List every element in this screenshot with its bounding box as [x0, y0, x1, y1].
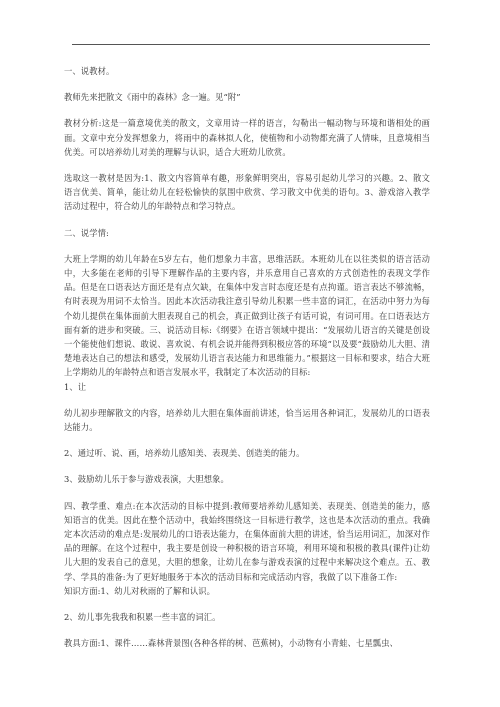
paragraph-analysis: 教材分析:这是一篇意境优美的散文，文章用诗一样的语言，勾勒出一幅动物与环境和谐相处的画面。文章中充分发挥想象力，将雨中的森林拟人化，使植物和小动物都充满了人情味，且意境相当优美。可以培养幼儿对美的理解与认识，适合大班幼儿欣赏。 — [64, 118, 430, 157]
document-body — [64, 64, 430, 663]
section-heading-learners: 二、说学情: — [64, 227, 109, 238]
paragraph-key-points: 四、教学重、难点:在本次活动的目标中提到:教师要培养幼儿感知美、表现美、创造美的能力，感知语言的优美。因此在整个活动中，我始终围绕这一目标进行教学，这也是本次活动的重点。我确定本次活动的难点是:发展幼儿的口语表达能力，在集体面前大胆的讲述，恰当运用词汇，加深对作品的理解。在这个过程中，我主要是创设一种积极的语言环境，利用环境和积极的教具(课件)让幼儿大胆的发表自己的意见，大胆的想象，让幼儿在参与游戏表演的过程中来解决这个难点。五、教学、学具的准备:为了更好地服务于本次的活动目标和完成活动内容，我做了以下准备工作: — [64, 500, 430, 582]
prep-knowledge-2: 2、幼儿事先我我和积累一些丰富的词汇。 — [64, 612, 221, 623]
prep-knowledge-1: 知识方面:1、幼儿对秋雨的了解和认识。 — [64, 585, 216, 596]
prep-teaching-aids: 教具方面:1、课件……森林背景图(各种各样的树、芭蕉树)，小动物有小青蛙、七星瓢虫、 — [64, 638, 399, 649]
header-rule — [72, 44, 430, 45]
section-heading-textbook: 一、说教材。 — [64, 66, 115, 76]
paragraph-reasons: 选取这一教材是因为:1、散文内容简单有趣，形象鲜明突出，容易引起幼儿学习的兴趣。2、散文语言优美、简单，能让幼儿在轻松愉快的氛围中欣赏、学习散文中优美的语句。3、游戏溶入教学活动过程中，符合幼儿的年龄特点和学习特点。 — [64, 173, 430, 212]
goal-1-text: 幼儿初步理解散文的内容，培养幼儿大胆在集体面前讲述，恰当运用各种词汇，发展幼儿的口语表达能力。 — [64, 407, 430, 433]
goal-1-start: 1、让 — [64, 381, 87, 392]
paragraph-learners: 大班上学期的幼儿年龄在5岁左右，他们想象力丰富，思维活跃。本班幼儿在以往类似的语言活动中，大多能在老师的引导下理解作品的主要内容，并乐意用自己喜欢的方式创造性的表现文学作品。但是在口语表达方面还是有点欠缺，在集体中发言时态度还是有点拘谨。语言表达不够流畅，有时表现为用词不太恰当。因此本次活动我注意引导幼儿积累一些丰富的词汇，在活动中努力为每个幼儿提供在集体面前大胆表现自己的机会，真正做到让孩子有话可说，有词可用。在口语表达方面有新的进步和突破。三、说活动目标:《纲要》在语言领域中提出：“发展幼儿语言的关键是创设一个能使他们想说、敢说、喜欢说、有机会说并能得到积极应答的环境”以及要“鼓励幼儿大胆、清楚地表达自己的想法和感受，发展幼儿语言表达能力和思维能力。”根据这一目标和要求，结合大班上学期幼儿的年龄特点和语言发展水平，我制定了本次活动的目标: — [64, 253, 430, 378]
goal-3: 3、鼓励幼儿乐于参与游戏表演，大胆想象。 — [64, 474, 229, 485]
goal-2: 2、通过听、说、画，培养幼儿感知美、表现美、创造美的能力。 — [64, 448, 305, 459]
paragraph-intro: 教师先来把散文《雨中的森林》念一遍。见“附” — [64, 92, 241, 103]
